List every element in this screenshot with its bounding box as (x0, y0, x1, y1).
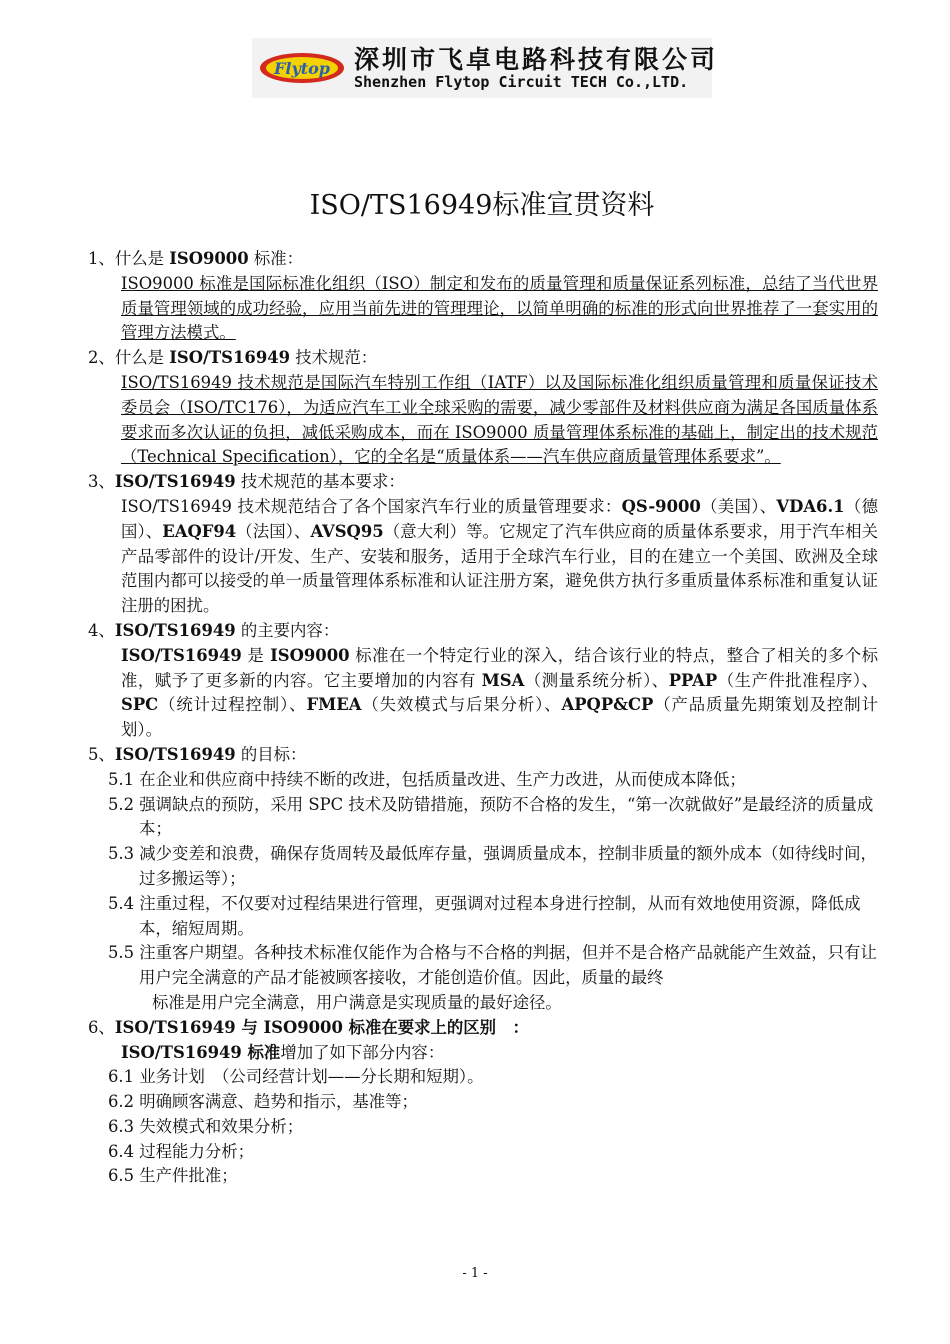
diff-item: 6.4 过程能力分析； (108, 1141, 255, 1161)
company-logo (258, 51, 346, 85)
company-name-cn: 深圳市飞卓电路科技有限公司 (354, 45, 719, 74)
document-title: ISO/TS16949标准宣贯资料 (309, 190, 655, 221)
goal-item: 5.5 注重客户期望。各种技术标准仅能作为合格与不合格的判据，但并不是合格产品就能产生效益，只有让用户完全满意的产品才能被顾客接收，才能创造价值。因此，质量的最终 (108, 943, 877, 988)
document-body (88, 247, 878, 1189)
goal-item: 5.1 在企业和供应商中持续不断的改进，包括质量改进、生产力改进，从而使成本降低； (108, 769, 746, 789)
diff-item: 6.3 失效模式和效果分析； (108, 1116, 304, 1136)
goal-item: 5.4 注重过程，不仅要对过程结果进行管理，更强调对过程本身进行控制，从而有效地使用资源，降低成本，缩短周期。 (108, 893, 861, 938)
section-5-heading: 5、ISO/TS16949 的目标： (88, 744, 307, 764)
goal-item: 5.2 强调缺点的预防，采用 SPC 技术及防错措施，预防不合格的发生，“第一次就做好”是最经济的质量成本； (108, 794, 874, 839)
section-6-intro: ISO/TS16949 标准增加了如下部分内容： (121, 1042, 445, 1062)
section-4-heading: 4、ISO/TS16949 的主要内容： (88, 620, 340, 640)
goal-item: 5.3 减少变差和浪费，确保存货周转及最低库存量，强调质量成本，控制非质量的额外成本（如待线时间，过多搬运等）； (108, 844, 877, 888)
diff-item: 6.5 生产件批准； (108, 1166, 238, 1186)
section-6-heading: 6、ISO/TS16949 与 ISO9000 标准在要求上的区别 ： (88, 1017, 529, 1037)
diff-item: 6.2 明确顾客满意、趋势和指示，基准等； (108, 1092, 418, 1112)
section-2-body: ISO/TS16949 技术规范是国际汽车特别工作组（IATF）以及国际标准化组织质量管理和质量保证技术委员会（ISO/TC176），为适应汽车工业全球采购的需要，减少零部件及材料供应商为满足各国质量体系要求而多次认证的负担，减低采购成本，而在 ISO9000 质量管理体系标准的基础上，制定出的技术规范（Technical Specification），它的全名是“质量体系——汽车供应商质量管理体系要求”。 (121, 372, 878, 467)
logo-text: Flytop (274, 59, 330, 78)
section-4-body: ISO/TS16949 是 ISO9000 标准在一个特定行业的深入，结合该行业的特点，整合了相关的多个标准，赋予了更多新的内容。它主要增加的内容有 MSA（测量系统分析）、PPAP（生产件批准程序）、SPC（统计过程控制）、FMEA（失效模式与后果分析）、APQP&CP（产品质量先期策划及控制计划）。 (121, 645, 878, 740)
goal-item-continuation: 标准是用户完全满意，用户满意是实现质量的最好途径。 (152, 992, 562, 1012)
page-number: - 1 - (462, 1266, 488, 1281)
section-1-body: ISO9000 标准是国际标准化组织（ISO）制定和发布的质量管理和质量保证系列标准，总结了当代世界质量管理领域的成功经验，应用当前先进的管理理论，以简单明确的标准的形式向世界推荐了一套实用的管理方法模式。 (121, 273, 878, 343)
section-3-body: ISO/TS16949 技术规范结合了各个国家汽车行业的质量管理要求：QS-9000（美国）、VDA6.1（德国）、EAQF94（法国）、AVSQ95（意大利）等。它规定了汽车供应商的质量体系要求，用于汽车相关产品零部件的设计/开发、生产、安装和服务，适用于全球汽车行业，目的在建立一个美国、欧洲及全球范围内都可以接受的单一质量管理体系标准和认证注册方案，避免供方执行多重质量体系标准和重复认证注册的困扰。 (121, 496, 878, 616)
company-name-en: Shenzhen Flytop Circuit TECH Co.,LTD. (354, 73, 689, 91)
section-3-heading: 3、ISO/TS16949 技术规范的基本要求： (88, 472, 405, 492)
section-1-heading: 1、什么是 ISO9000 标准： (88, 249, 303, 268)
company-header (252, 38, 719, 98)
diff-item: 6.1 业务计划 （公司经营计划——分长期和短期）。 (108, 1067, 484, 1087)
section-2-heading: 2、什么是 ISO/TS16949 技术规范： (88, 348, 378, 368)
